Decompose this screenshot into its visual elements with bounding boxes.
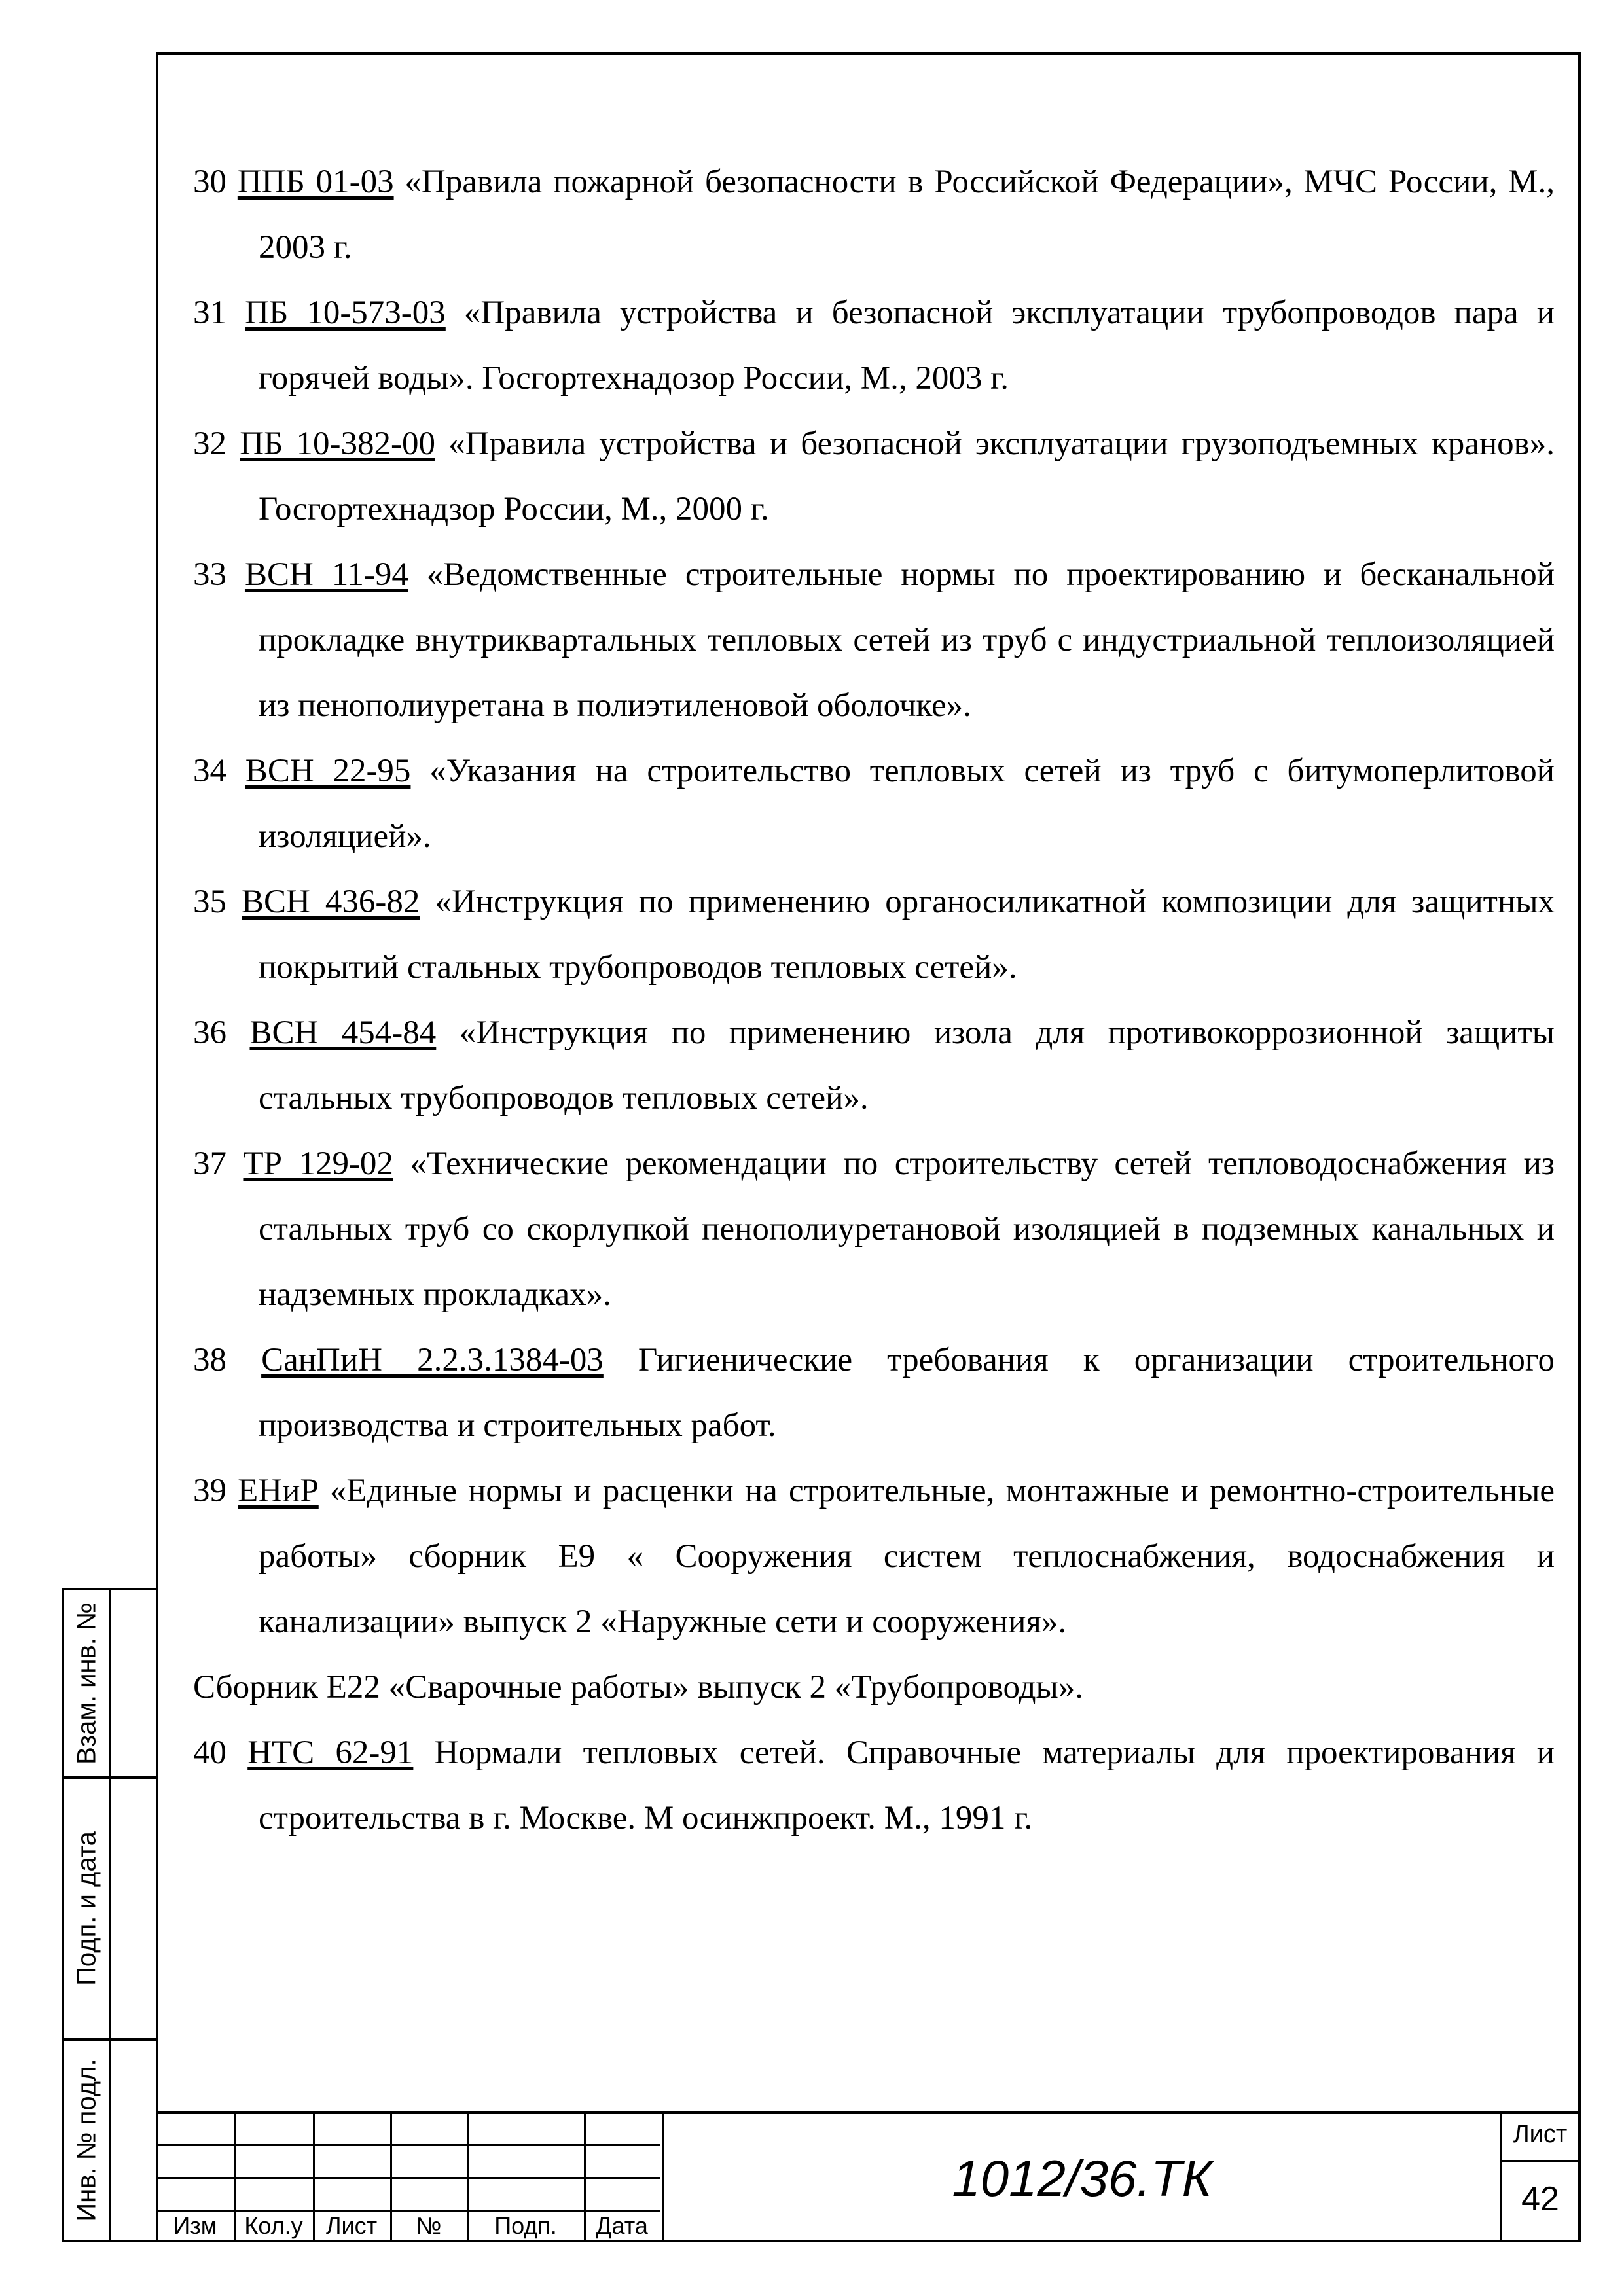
reference-code: СанПиН 2.2.3.1384-03: [261, 1342, 604, 1378]
reference-code: ПБ 10-573-03: [245, 295, 446, 331]
reference-item: 32 ПБ 10-382-00 «Правила устройства и безопасной эксплуатации грузоподъемных кранов». Госгортехнадзор России, М., 2000 г.: [193, 425, 1555, 528]
reference-code: ППБ 01-03: [237, 164, 394, 200]
header-kolu: Кол.у: [244, 2212, 303, 2239]
side-label-inv: Инв. № подл.: [72, 2058, 101, 2222]
header-podp: Подп.: [494, 2212, 557, 2239]
reference-code: ВСН 22-95: [245, 753, 411, 789]
extra-line: Сборник Е22 «Сварочные работы» выпуск 2 «Трубопроводы».: [193, 1669, 1084, 1706]
side-stamp-inv: [62, 2038, 156, 2242]
reference-item: 31 ПБ 10-573-03 «Правила устройства и безопасной эксплуатации трубопроводов пара и горячей воды». Госгортехнадозор России, М., 2003 г.: [193, 295, 1555, 397]
side-stamp-vzam: [62, 1588, 156, 1779]
side-label-vzam: Взам. инв. №: [72, 1602, 101, 1765]
reference-code: ТР 129-02: [243, 1145, 393, 1182]
reference-code: ВСН 454-84: [249, 1014, 437, 1051]
reference-item: 39 ЕНиР «Единые нормы и расценки на строительные, монтажные и ремонтно-строительные работы» сборник Е9 « Сооружения систем теплоснабжения, водоснабжения и канализации» выпуск 2 «Наружные сети и сооружения».: [193, 1473, 1555, 1640]
reference-code: НТС 62-91: [247, 1734, 414, 1771]
reference-code: ВСН 436-82: [242, 884, 420, 920]
reference-item: 38 СанПиН 2.2.3.1384-03 Гигиенические требования к организации строительного производства и строительных работ.: [193, 1342, 1555, 1444]
revision-grid: [156, 2114, 660, 2242]
sheet-number: 42: [1521, 2180, 1559, 2218]
reference-item: 36 ВСН 454-84 «Инструкция по применению изола для противокоррозионной защиты стальных трубопроводов тепловых сетей».: [193, 1014, 1555, 1117]
reference-code: ЕНиР: [238, 1473, 319, 1509]
header-data: Дата: [596, 2212, 648, 2239]
header-num: №: [416, 2212, 442, 2239]
references-list: [193, 149, 1555, 1851]
reference-code: ПБ 10-382-00: [240, 425, 435, 462]
title-block: [156, 2111, 1581, 2242]
header-izm: Изм: [173, 2212, 217, 2239]
sheet-label: Лист: [1513, 2121, 1568, 2148]
reference-code: ВСН 11-94: [244, 556, 408, 593]
sheet-box: [1500, 2114, 1578, 2242]
reference-item: 35 ВСН 436-82 «Инструкция по применению органосиликатной композиции для защитных покрытий стальных трубопроводов тепловых сетей».: [193, 884, 1555, 986]
header-list: Лист: [325, 2212, 378, 2239]
reference-item: 33 ВСН 11-94 «Ведомственные строительные нормы по проектированию и бесканальной прокладке внутриквартальных тепловых сетей из труб с индустриальной теплоизоляцией из пенополиуретана в полиэтиленовой оболочке».: [193, 556, 1555, 724]
reference-item: 34 ВСН 22-95 «Указания на строительство тепловых сетей из труб с битумоперлитовой изоляцией».: [193, 753, 1555, 855]
reference-item: 37 ТР 129-02 «Технические рекомендации по строительству сетей тепловодоснабжения из стальных труб со скорлупкой пенополиуретановой изоляцией в подземных канальных и надземных прокладках».: [193, 1145, 1555, 1313]
side-label-podp: Подп. и дата: [72, 1831, 101, 1986]
reference-item: 30 ППБ 01-03 «Правила пожарной безопасности в Российской Федерации», МЧС России, М., 2003 г.: [193, 164, 1555, 266]
document-code: 1012/36.ТК: [662, 2114, 1500, 2242]
side-stamp-podp: [62, 1776, 156, 2041]
reference-item: 40 НТС 62-91 Нормали тепловых сетей. Справочные материалы для проектирования и строительства в г. Москве. М осинжпроект. М., 1991 г.: [193, 1734, 1555, 1837]
